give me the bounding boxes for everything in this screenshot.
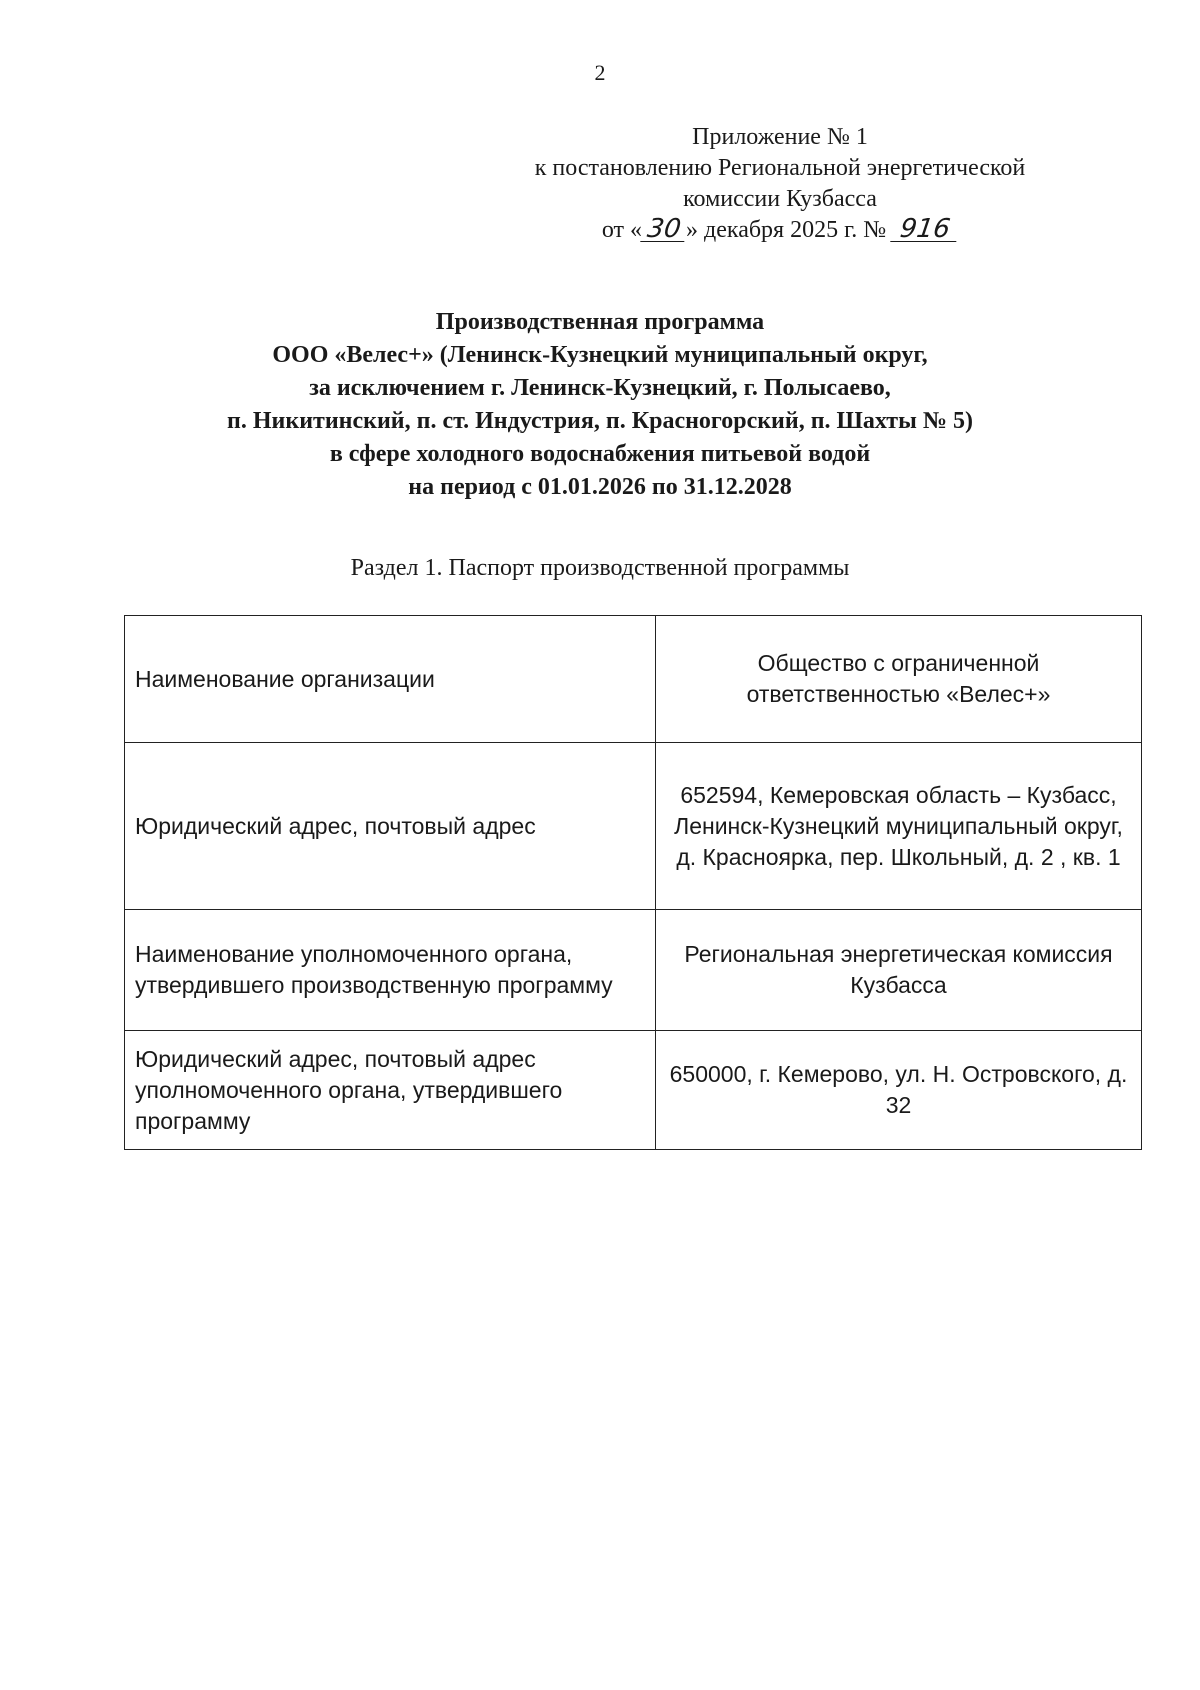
appendix-reference: к постановлению Региональной энергетической: [534, 155, 1026, 181]
passport-table: [124, 615, 1142, 1150]
row-value: 652594, Кемеровская область – Кузбасс, Ленинск-Кузнецкий муниципальный округ, д. Красноярка, пер. Школьный, д. 2 , кв. 1: [656, 743, 1142, 910]
document-title: [40, 306, 1160, 504]
appendix-block: [470, 122, 1090, 246]
row-label: Наименование уполномоченного органа, утвердившего производственную программу: [125, 910, 656, 1031]
title-line-2: ООО «Велес+» (Ленинск-Кузнецкий муниципальный округ,: [272, 342, 928, 368]
page-number: 2: [594, 60, 606, 85]
appendix-title: Приложение № 1: [692, 124, 868, 150]
title-line-1: Производственная программа: [435, 309, 765, 335]
row-label: Наименование организации: [125, 616, 656, 743]
table-row: [125, 910, 1142, 1031]
row-value: Региональная энергетическая комиссия Кузбасса: [656, 910, 1142, 1031]
table-row: [125, 616, 1142, 743]
row-value: Общество с ограниченной ответственностью «Велес+»: [656, 616, 1142, 743]
table-row: [125, 743, 1142, 910]
appendix-commission: комиссии Кузбасса: [683, 186, 877, 212]
title-line-6: на период с 01.01.2026 по 31.12.2028: [408, 474, 792, 500]
date-prefix: от «: [601, 217, 643, 243]
row-value: 650000, г. Кемерово, ул. Н. Островского, д. 32: [656, 1031, 1142, 1150]
section-heading: Раздел 1. Паспорт производственной программы: [350, 555, 850, 581]
title-line-4: п. Никитинский, п. ст. Индустрия, п. Красногорский, п. Шахты № 5): [227, 408, 973, 434]
title-line-5: в сфере холодного водоснабжения питьевой водой: [329, 441, 871, 467]
date-middle: » декабря 2025 г. №: [686, 217, 887, 243]
handwritten-decree-number: 916: [890, 217, 960, 242]
handwritten-day: 30: [640, 217, 688, 242]
appendix-date-line: [470, 215, 1090, 246]
title-line-3: за исключением г. Ленинск-Кузнецкий, г. Полысаево,: [309, 375, 891, 401]
row-label: Юридический адрес, почтовый адрес уполномоченного органа, утвердившего программу: [125, 1031, 656, 1150]
table-row: [125, 1031, 1142, 1150]
row-label: Юридический адрес, почтовый адрес: [125, 743, 656, 910]
